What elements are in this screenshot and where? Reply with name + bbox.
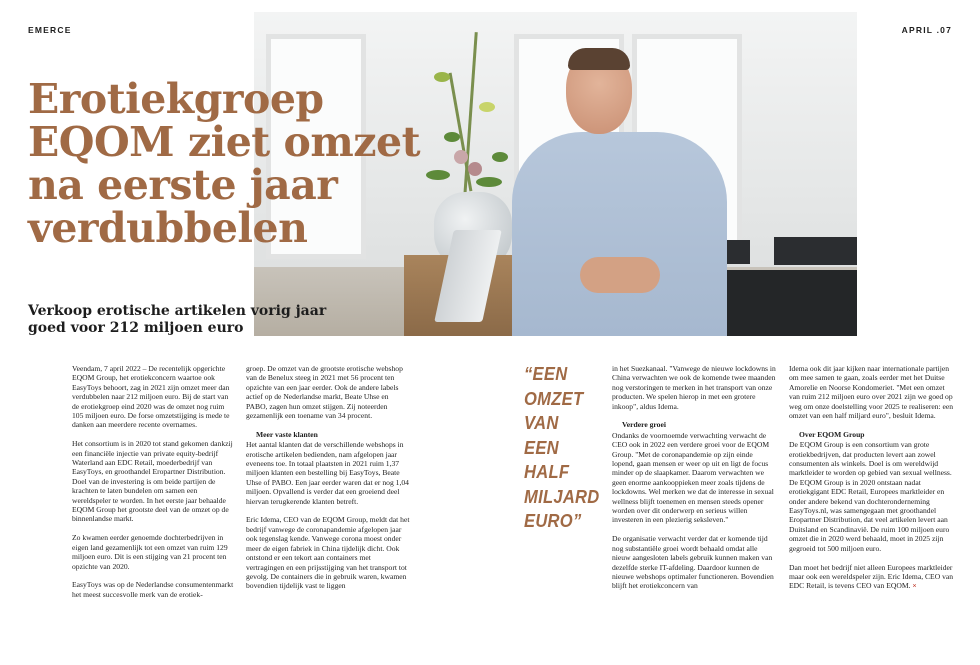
paragraph: De EQOM Group is een consortium van grote erotiekbedrijven, dat producten levert aan zowel consumenten als winkels. Doel is om wereldwijd marktleider te worden op gebied van sexual wellness. De EQOM Group is in 2020 ontstaan nadat erotiekgigant EDC Retail, Europees marktleider en onder andere bekend van dochteronderneming EasyToys.nl, was samengegaan met groothandel Eropartner Distribution, dat veel artikelen levert aan Duitsland en Scandinavië. De ruim 100 miljoen euro omzet die in 2020 werd behaald, moet in 2025 zijn gegroeid tot 500 miljoen euro. <box>789 440 952 553</box>
subtitle: Verkoop erotische artikelen vorig jaar goed voor 212 miljoen euro <box>28 303 327 336</box>
paragraph <box>789 563 957 591</box>
plant-leaf <box>426 170 450 180</box>
paragraph: Zo kwamen eerder genoemde dochterbedrijven in eigen land gezamenlijk tot een omzet van ruim 129 miljoen euro. Dit is een stijging van 21 procent ten opzichte van 2020. <box>72 533 228 571</box>
monitor-shape <box>774 237 857 265</box>
column-5 <box>789 364 957 600</box>
end-mark-icon: × <box>912 581 917 591</box>
page-label: APRIL .07 <box>901 25 952 35</box>
paragraph: Idema ook dit jaar kijken naar internationale partijen om mee samen te gaan, zoals eerder met het Duitse Amorelie en Noorse Kondomeriet. "Met een omzet van ruim 212 miljoen euro over 2021 zijn we goed op weg om onze doelstelling voor 2025 te realiseren: een omzet van een half miljard euro", besluit Idema. <box>789 364 954 421</box>
paragraph: groep. De omzet van de grootste erotische webshop van de Benelux steeg in 2021 met 56 procent ten opzichte van een jaar eerder. Ook de andere labels actief op de Nederlandse markt, Beate Uhse en PABO, zagen hun omzet stijgen. Zij noteerden gezamenlijk een toename van 34 procent. <box>246 364 403 421</box>
person-shirt <box>512 132 727 336</box>
paragraph: Het aantal klanten dat de verschillende webshops in erotische artikelen bedienden, nam afgelopen jaar eveneens toe. In totaal plaatsten in 2021 ruim 1,37 miljoen klanten een bestelling bij EasyToys, Beate Uhse of PABO. Een jaar eerder waren dat er nog 1,04 miljoen. Opvallend is verder dat een groeiend deel hiervan terugkerende klanten betreft. <box>246 440 409 506</box>
plant-leaf <box>476 177 502 187</box>
paragraph: De organisatie verwacht verder dat er komende tijd nog substantiële groei wordt behaald omdat alle nieuw aangesloten labels gebruik kunnen maken van dezelfde sterke IT-afdeling. Daardoor kunnen de nieuwe webshops optimaler functioneren. Bovendien blijft het erotiekconcern van <box>612 534 774 591</box>
plant-flower <box>454 150 468 164</box>
paragraph: Eric Idema, CEO van de EQOM Group, meldt dat het bedrijf vanwege de coronapandemie afgelopen jaar ook tegenslag kende. Vanwege corona moest onder meer de eigen fabriek in China tijdelijk dicht. Ook ontstond er een tekort aan containers met vertragingen en een prijsstijging van het transport tot gevolg. De containers die in gebruik waren, kwamen bovendien tijdelijk vast te liggen <box>246 515 410 591</box>
section-subhead: Meer vaste klanten <box>256 429 318 439</box>
monitor-shape <box>724 240 750 264</box>
plant-leaf <box>479 102 495 112</box>
column-2 <box>246 364 411 600</box>
plant-leaf <box>444 132 460 142</box>
person-hair <box>568 48 630 70</box>
plant-flower <box>468 162 482 176</box>
plant-leaf <box>492 152 508 162</box>
person-hands <box>580 257 660 293</box>
headline: Erotiekgroep EQOM ziet omzet na eerste jaar verdubbelen <box>28 75 421 253</box>
paragraph: Het consortium is in 2020 tot stand gekomen dankzij een financiële injectie van private equity-bedrijf Waterland aan EDC Retail, moederbedrijf van EasyToys, en groothandel Eropartner Distribution. Doel van de investering is om beide partijen de krachten te laten bundelen om samen een wereldspeler te worden. In het eerste jaar behaalde EQOM Group het grootste deel van de omzet op de binnenlandse markt. <box>72 439 233 524</box>
paragraph-text: Dan moet het bedrijf niet alleen Europees marktleider maar ook een wereldspeler zijn. Eric Idema, CEO van EDC Retail, is tevens CEO van EQOM. <box>789 562 954 591</box>
section-subhead: Over EQOM Group <box>799 429 865 439</box>
section-subhead: Verdere groei <box>622 420 666 430</box>
paragraph: Veendam, 7 april 2022 – De recentelijk opgerichte EQOM Group, het erotiekconcern waartoe ook EasyToys behoort, zag in 2021 zijn omzet meer dan verdubbelen naar 212 miljoen euro. Bij de start van de erotiekgroep eind 2020 was de omzet nog ruim 105 miljoen euro. De forse omzetstijging is mede te danken aan meerdere recente overnames. <box>72 364 230 430</box>
column-1 <box>72 364 237 609</box>
pull-quote: “EEN OMZET VAN EEN HALF MILJARD EURO” <box>524 364 600 531</box>
plant-leaf <box>434 72 450 82</box>
paragraph: EasyToys was op de Nederlandse consumentenmarkt het meest succesvolle merk van de erotiek- <box>72 580 234 599</box>
magazine-name: EMERCE <box>28 25 72 35</box>
paragraph: in het Suezkanaal. "Vanwege de nieuwe lockdowns in China verwachten we ook de komende twee maanden nog verstoringen te merken in het transport van onze producten. We spelen hierop in met een grotere inkoop", aldus Idema. <box>612 364 776 411</box>
column-4 <box>612 364 777 600</box>
paragraph: Ondanks de voornoemde verwachting verwacht de CEO ook in 2022 een verdere groei voor de EQOM Group. "Met de coronapandemie op zijn einde lopend, gaan mensen er weer op uit en ligt de focus minder op de slaapkamer. Daarom verwachten we geen enorme aankooppieken meer zoals tijdens de lockdowns. Wel merken we dat de interesse in sexual wellness blijft toenemen en mensen steeds opener worden over dit onderwerp en serieus willen investeren in een plezierig seksleven." <box>612 430 774 525</box>
